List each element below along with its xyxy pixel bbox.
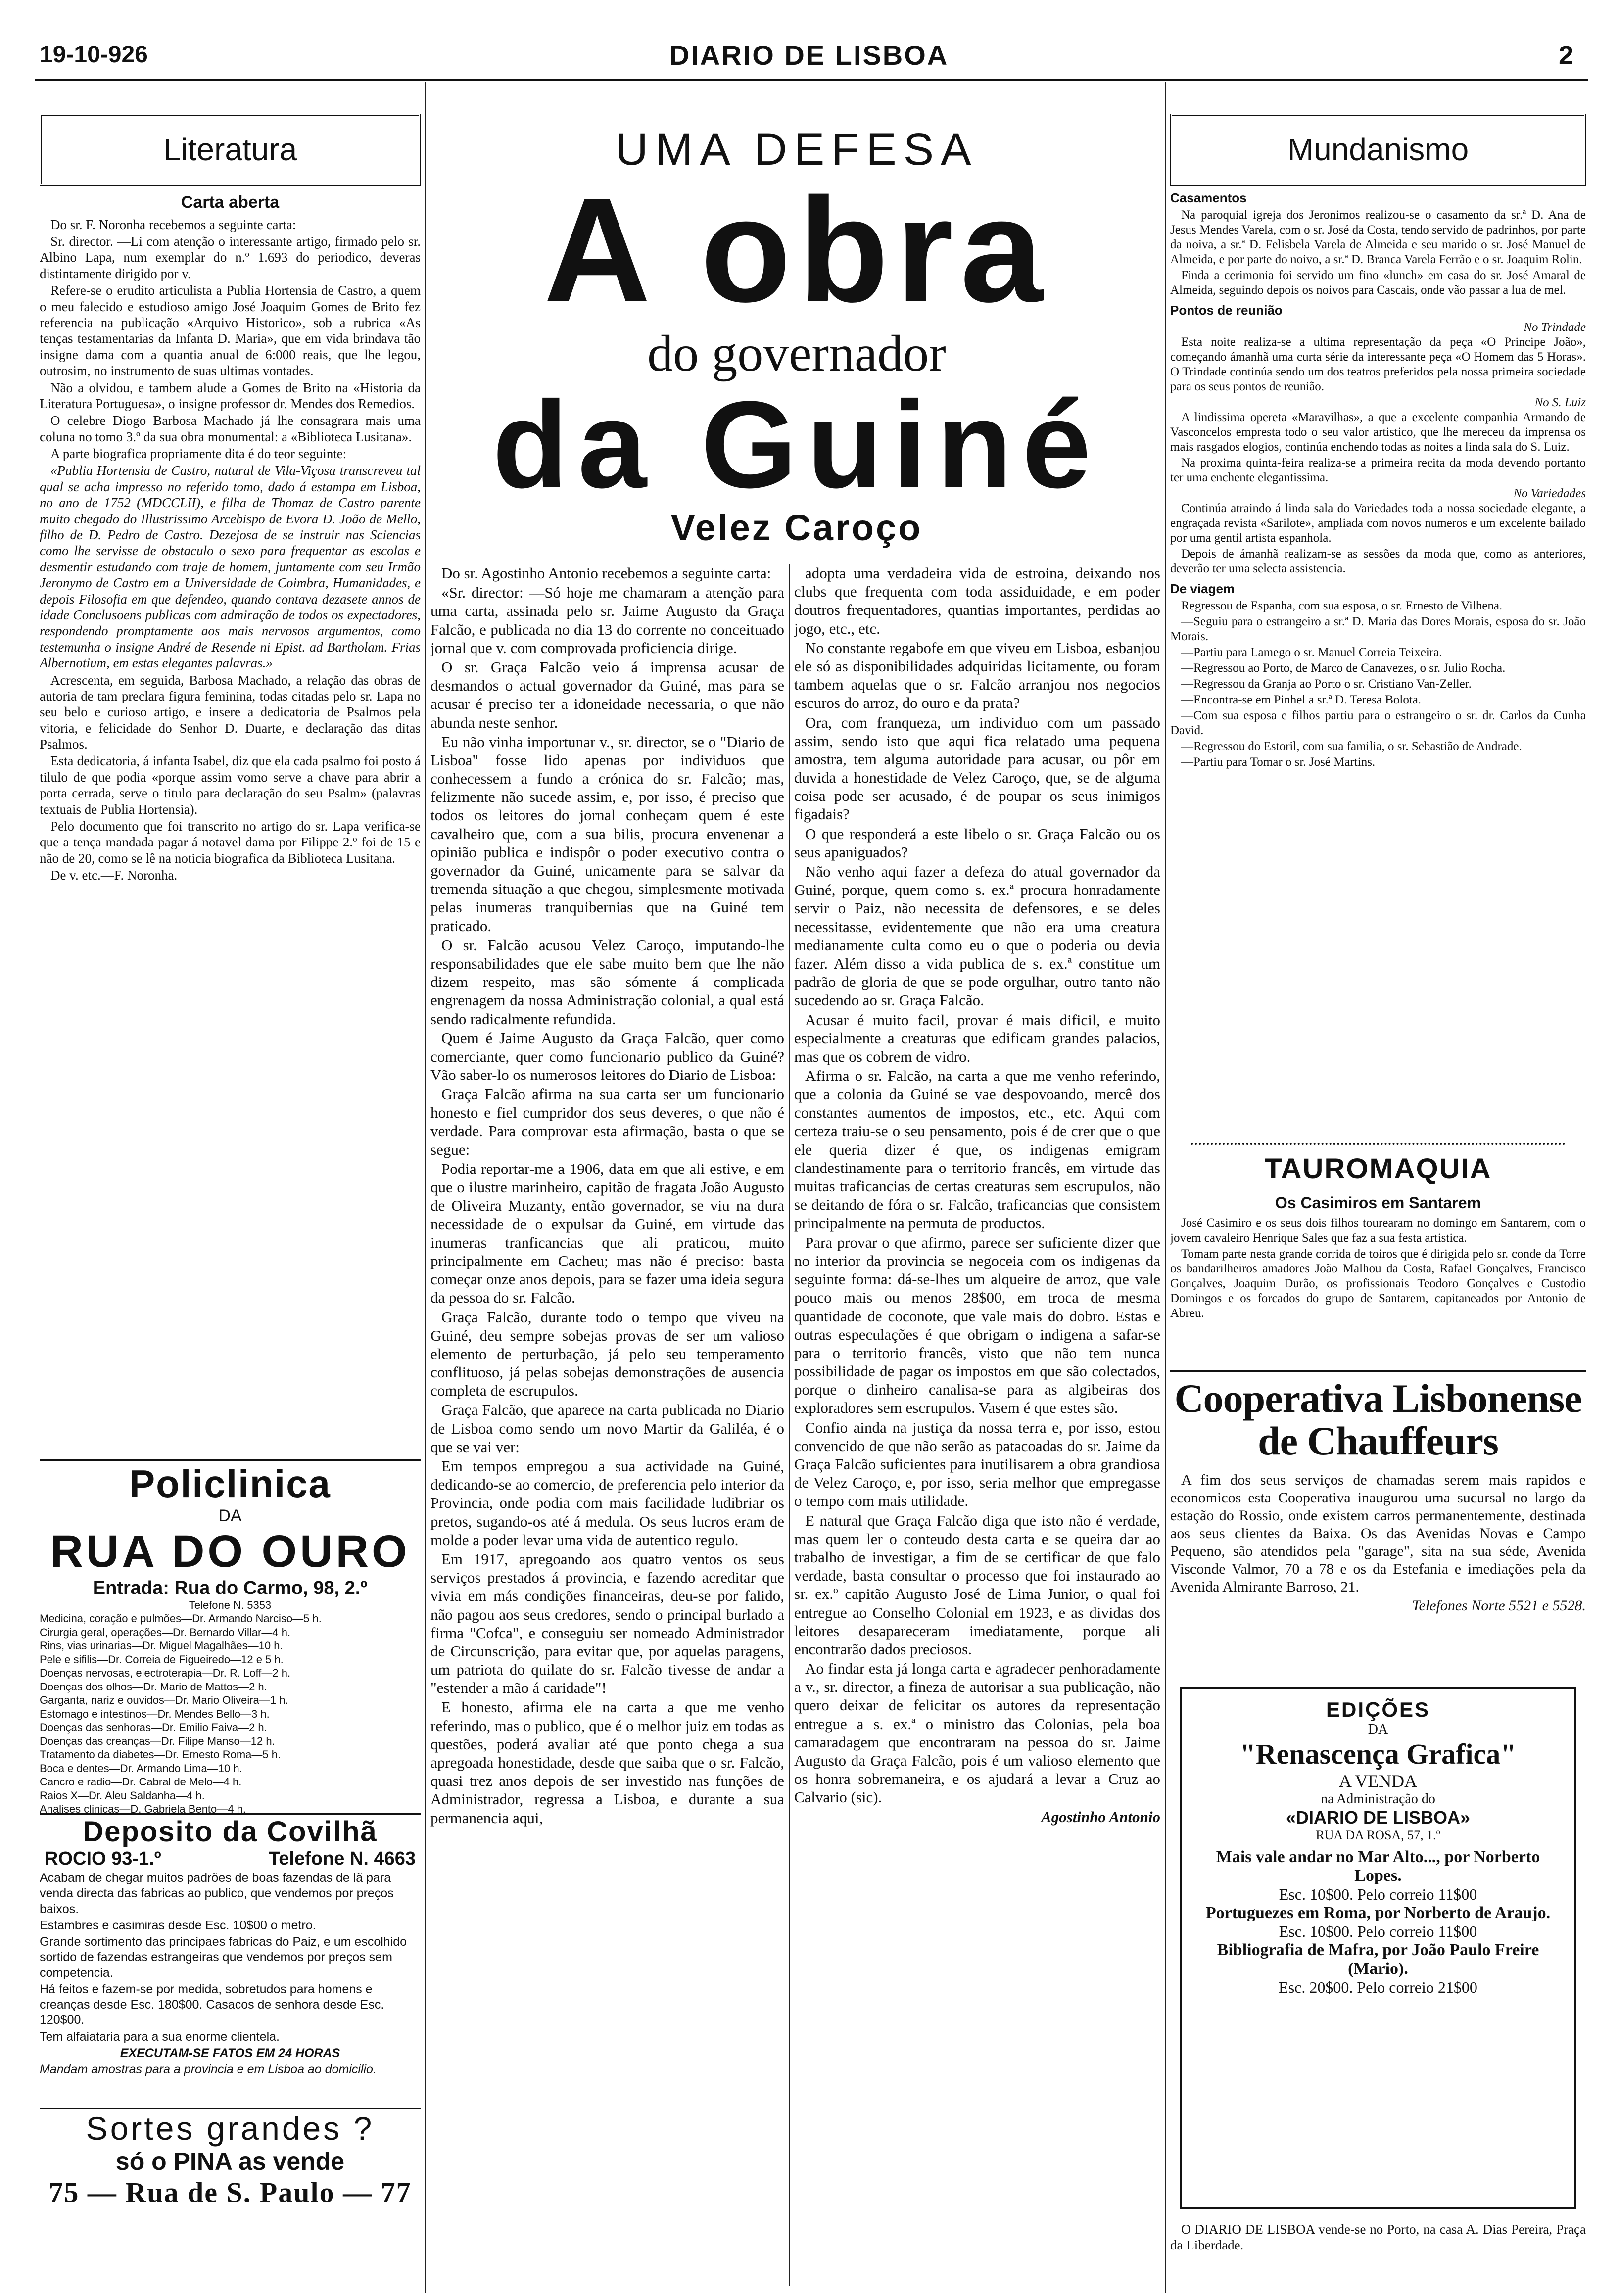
ad-text: EXECUTAM-SE FATOS EM 24 HORAS (120, 2046, 340, 2060)
signature-line: De v. etc.—F. Noronha. (50, 868, 178, 883)
main-headline (430, 124, 1163, 559)
ad-line: 75 — Rua de S. Paulo — 77 (48, 2176, 412, 2208)
ad-line: na Administração do (1321, 1791, 1435, 1807)
ad-service-list (40, 1612, 421, 1816)
ad-da: DA (218, 1506, 242, 1525)
book-price: Esc. 10$00. Pelo correio 11$00 (1279, 1885, 1477, 1903)
ad-service-line: Tratamento da diabetes—Dr. Ernesto Roma—5 h. (40, 1748, 281, 1761)
ad-address: Entrada: Rua do Carmo, 98, 2.º (93, 1578, 368, 1598)
paragraph: José Casimiro e os seus dois filhos tourearam no domingo em Santarem, com o jovem cavaleiro Henrique Sales que faz a sua festa artistica. (1170, 1216, 1586, 1245)
ad-cooperativa (1170, 1370, 1586, 1677)
ad-text: Estambres e casimiras desde Esc. 10$00 o metro. (40, 1918, 316, 1932)
ad-deposito-covilha (40, 1813, 421, 2100)
section-header-mundanismo: Mundanismo (1170, 114, 1586, 186)
ad-policlinica (40, 1459, 421, 1815)
ad-line: só o PINA as vende (115, 2148, 345, 2175)
subsection-title: De viagem (1170, 581, 1235, 597)
ad-text: A fim dos seus serviços de chamadas serem mais rapidos e economicos esta Cooperativa inaugurou uma sucursal no largo da estação do Rossio, onde existem carros permanentemente, destinada aos seus clientes da Baixa. Os das Avenidas Novas e Campo Pequeno, são atendidos pela "garage", sita na sua séde, Avenida Visconde Valmor, 70 a 78 e os da Estefania e imediações pela da Avenida Almirante Barroso, 21. (1170, 1472, 1586, 1595)
ad-service-line: Analises clinicas—D. Gabriela Bento—4 h. (40, 1803, 246, 1815)
main-article-column-1 (430, 564, 784, 2286)
venue-title: No Variedades (1513, 487, 1586, 501)
ad-phone: Telefone N. 5353 (189, 1599, 272, 1611)
venue-title: No S. Luiz (1534, 396, 1586, 410)
paragraph: Do sr. Agostinho Antonio recebemos a seguinte carta: (441, 564, 771, 582)
section-subtitle: Os Casimiros em Santarem (1275, 1193, 1481, 1212)
left-column-literatura (40, 114, 421, 1454)
main-article-column-2 (794, 564, 1160, 2286)
ad-name: Policlinica (129, 1462, 331, 1505)
paragraph: Na paroquial igreja dos Jeronimos realizou-se o casamento da sr.ª D. Ana de Jesus Mendes Varela, com o sr. José da Costa, tendo servido de padrinhos, por parte da noiva, a sr.ª D. Felisbela Varela de Almeida e seu marido o sr. José Manuel de Almeida, e por parte do noivo, a sr.ª D. Branca Varela Ferrão e o sr. Joaquim Rolin. (1170, 208, 1586, 266)
paragraph: O que responderá a este libelo o sr. Graça Falcão ou os seus apaniguados? (794, 825, 1160, 861)
subsection-title: Pontos de reunião (1170, 302, 1283, 318)
paragraph: Graça Falcão, que aparece na carta publicada no Diario de Lisboa como sendo um novo Martir da Galiléa, é o que se vai ver: (430, 1401, 784, 1455)
ad-edicoes-renascenca-grafica (1180, 1687, 1576, 2209)
ad-service-line: Doenças das senhoras—Dr. Emilio Faiva—2 h. (40, 1721, 267, 1734)
paragraph: —Com sua esposa e filhos partiu para o estrangeiro o sr. dr. Carlos da Cunha David. (1170, 709, 1586, 738)
right-column-mundanismo (1170, 114, 1586, 1133)
book-price: Esc. 20$00. Pelo correio 21$00 (1279, 1978, 1477, 1996)
section-title: TAUROMAQUIA (1264, 1153, 1492, 1185)
issue-date: 19-10-926 (40, 42, 148, 68)
section-header-literatura: Literatura (40, 114, 421, 186)
ad-service-line: Doenças nervosas, electroterapia—Dr. R. Loff—2 h. (40, 1667, 291, 1679)
paragraph: Em 1917, apregoando aos quatro ventos os seus serviços prestados á provincia, e fazendo acreditar que vivia em más condições financeiras, deu-se por falido, não pagou aos seus credores, sendo o principal burlado a firma "Cofca", e conseguiu ser nomeado Administrador de Circunscrição, para evitar que, por aquelas paragens, um patriota do quilate do sr. Falcão tivesse de andar a "estender a mão á caridade"! (430, 1550, 784, 1697)
paragraph: Não venho aqui fazer a defeza do atual governador da Guiné, porque, quem como s. ex.ª procura honradamente servir o Paiz, não necessita de defensores, e se deles necessitasse, evidentemente que não era uma creatura medianamente culta como eu o que o poderia ou devia fazer. Além disso a vida publica de s. ex.ª constitue um padrão de gloria de que se pode orgulhar, outro tanto não sucedendo ao sr. Graça Falcão. (794, 863, 1160, 1009)
paragraph: —Regressou do Estoril, com sua familia, o sr. Sebastião de Andrade. (1181, 740, 1522, 753)
ad-service-line: Estomago e intestinos—Dr. Mendes Bello—3 h. (40, 1707, 270, 1720)
ad-line: «DIARIO DE LISBOA» (1286, 1807, 1471, 1827)
paragraph: —Partiu para Lamego o sr. Manuel Correia Teixeira. (1181, 646, 1442, 659)
paragraph: —Regressou ao Porto, de Marco de Canavezes, o sr. Julio Rocha. (1181, 661, 1506, 675)
paragraph: Ao findar esta já longa carta e agradecer penhoradamente a v., sr. director, a fineza de autorisar a sua publicação, não quero deixar de felicitar os autores da representação entregue a s. ex.ª o ministro das Colonias, pela boa camaradagem que encontraram na pessoa do sr. Jaime Augusto da Graça Falcão, pois é um valioso elemento que os honra sobremaneira, e os ajudará a levar a Cruz ao Calvario (sic). (794, 1660, 1160, 1806)
subsection-title: Casamentos (1170, 190, 1247, 205)
porto-notice (1170, 2221, 1586, 2281)
paragraph: Acusar é muito facil, provar é mais dificil, e muito especialmente a creaturas que edificam grandes palacios, mas que os cobrem de vidro. (794, 1011, 1160, 1065)
paragraph: Eu não vinha importunar v., sr. director, se o "Diario de Lisboa" fosse lido apenas por individuos que conhecessem a fundo a crónica do sr. Falcão; mas, felizmente não sucede assim, e, por isso, é preciso que todos os leitores do jornal conheçam quem é este cavalheiro que, com a sua bilis, procura envenenar a opinião publica e indispôr o poder executivo contra o governador da Guiné, unicamente para se salvar da tremenda situação a que chegou, simplesmente motivada pelas inumeras tranquibernias que na Guiné tem praticado. (430, 733, 784, 935)
paragraph: Confio ainda na justiça da nossa terra e, por isso, estou convencido de que não serão as patacoadas do sr. Jaime da Graça Falcão suficientes para inutilisarem a obra grandiosa de Velez Caroço, e, por isso, seria melhor que empregasse o tempo com mais utilidade. (794, 1418, 1160, 1510)
paragraph: «Sr. director: —Só hoje me chamaram a atenção para uma carta, assinada pelo sr. Jaime Augusto da Graça Falcão, e publicada no dia 13 do corrente no conceituado jornal que v. com comprovada proficiencia dirige. (430, 584, 784, 656)
paragraph: —Regressou da Granja ao Porto o sr. Cristiano Van-Zeller. (1181, 677, 1472, 691)
kicker: UMA DEFESA (615, 124, 978, 175)
ad-service-line: Doenças dos olhos—Dr. Mario de Mattos—2 h. (40, 1680, 267, 1693)
paragraph: E honesto, afirma ele na carta a que me venho referindo, mas o publico, que é o melhor juiz em todas as questões, poderá avaliar até que ponto chega a sua apregoada honestidade, desde que saiba que o sr. Falcão, quasi trez anos depois de ser investido nas funções de Administrador, regressa a Lisboa, e durante a sua permanencia aqui, (430, 1698, 784, 1827)
quotation: «Publia Hortensia de Castro, natural de Vila-Viçosa transcreveu tal qual se acha impresso no referido tomo, dado á estampa em Lisboa, no ano de 1752 (MDCCLII), e filha de Thomaz de Castro parente muito chegado do Illustrissimo Arcebispo de Evora D. João de Mello, filho de D. Pedro de Castro. Dezejosa de se instruir nas Sciencias como lhe servisse de obstaculo o sexo para frequentar as escolas e desmentir estudando com traje de homem, juntamente com seu Irmão Jeronymo de Castro em a Universidade de Coimbra, Humanidades, e depois Filosofia em que defendeo, quando contava dezasete annos de idade Conclusoens publicas com admiração de todos os expectadores, respondendo promptamente aos mais nervosos argumentos, como testemunha o insigne André de Resende ni Epist. ad Bartholam. Frias Albernotium, em estas elegantes palavras.» (40, 463, 421, 671)
ad-text: Há feitos e fazem-se por medida, sobretudos para homens e creanças desde Esc. 180$00. Casacos de senhora desde Esc. 120$00. (40, 1982, 384, 2027)
ad-line: EDIÇÕES (1326, 1698, 1430, 1721)
column-divider (425, 82, 426, 2293)
paragraph: Tomam parte nesta grande corrida de toiros que é dirigida pelo sr. conde da Torre os bandarilheiros amadores João Malhou da Costa, Rafael Gonçalves, Francisco Gonçalves, Joaquim Durão, os profissionais Teodoro Gonçalves e Custodio Domingos e os forcados do grupo de Santarem, capitaneados por Antonio de Abreu. (1170, 1247, 1586, 1320)
ad-text: Grande sortimento das principaes fabricas do Paiz, e um escolhido sortido de fazendas estrangeiras que vendemos por preços sem competencia. (40, 1935, 407, 1980)
paragraph: Finda a cerimonia foi servido um fino «lunch» em casa do sr. José Amaral de Almeida, seguindo depois os noivos para Cascais, onde vão passar a lua de mel. (1170, 268, 1586, 297)
paragraph: Podia reportar-me a 1906, data em que ali estive, e em que o ilustre marinheiro, capitão de fragata João Augusto de Oliveira Muzanty, então governador, se viu na dura necessidade de o expulsar da Guiné, em virtude das inumeras tranficancias que ali praticou, muito principalmente em Cacheu; mas não é preciso: basta começar onze anos depois, para se fazer uma ideia segura da pessoa do sr. Falcão. (430, 1160, 784, 1307)
article-title: Carta aberta (181, 192, 280, 212)
ad-line: A VENDA (1338, 1771, 1418, 1791)
ad-address: ROCIO 93-1.º (45, 1848, 161, 1869)
paragraph: Regressou de Espanha, com sua esposa, o sr. Ernesto de Vilhena. (1181, 599, 1503, 613)
paragraph: O DIARIO DE LISBOA vende-se no Porto, na casa A. Dias Pereira, Praça da Liberdade. (1170, 2222, 1586, 2253)
book-price: Esc. 10$00. Pelo correio 11$00 (1279, 1922, 1477, 1940)
ad-title: "Renascença Grafica" (1239, 1738, 1517, 1770)
column-divider (1165, 82, 1166, 2293)
ad-title: Cooperativa Lisbonense (1174, 1376, 1582, 1421)
book-title: Mais vale andar no Mar Alto..., por Norberto Lopes. (1216, 1848, 1540, 1885)
book-title: Bibliografia de Mafra, por João Paulo Freire (Mario). (1217, 1941, 1539, 1978)
paragraph: —Encontra-se em Pinhel a sr.ª D. Teresa Bolota. (1181, 693, 1422, 707)
paragraph: O sr. Graça Falcão veio á imprensa acusar de desmandos o actual governador da Guiné, mas para se acusar é preciso ter a idoneidade necessaria, o que não abunda neste senhor. (430, 658, 784, 731)
paragraph: Em tempos empregou a sua actividade na Guiné, dedicando-se ao comercio, de preferencia pelo interior da Provincia, onde podia com mais facilidade ludibriar os pretos, sugando-os até á medula. Os seus lucros eram de molde a poder levar uma vida de autentico regulo. (430, 1457, 784, 1548)
headline-continued: da Guiné (492, 375, 1101, 514)
ad-sortes-pina (40, 2108, 421, 2286)
divider (1191, 1143, 1565, 1145)
paragraph: —Partiu para Tomar o sr. José Martins. (1181, 755, 1376, 769)
paragraph: adopta uma verdadeira vida de estroina, deixando nos clubs que frequenta com toda assiduidade, e em poder doutros frequentadores, quantias importantes, perdidas ao jogo, etc., etc. (794, 564, 1160, 637)
ad-service-line: Rins, vias urinarias—Dr. Miguel Magalhães—10 h. (40, 1640, 283, 1652)
ad-text: Mandam amostras para a provincia e em Lisboa ao domicilio. (40, 2062, 377, 2076)
article-signature: Agostinho Antonio (1041, 1808, 1160, 1826)
ad-text: Tem alfaiataria para a sua enorme clientela. (40, 2029, 280, 2044)
paragraph: Continúa atraindo á linda sala do Variedades toda a nossa sociedade elegante, a engraçada revista «Sarilote», ampliada com novos numeros e um excelente bailado por uma gentil artista espanhola. (1170, 502, 1586, 545)
venue-title: No Trindade (1524, 321, 1586, 334)
newspaper-title: DIARIO DE LISBOA (669, 40, 949, 71)
ad-service-line: Pele e sifilis—Dr. Correia de Figueiredo—12 e 5 h. (40, 1653, 284, 1666)
ad-name: Deposito da Covilhã (83, 1816, 378, 1848)
ad-service-line: Raios X—Dr. Aleu Saldanha—4 h. (40, 1789, 205, 1802)
paragraph: Refere-se o erudito articulista a Publia Hortensia de Castro, a quem o meu falecido e estudioso amigo José Joaquim Gomes de Brito fez referencia na publicação «Arquivo Historico», sob a rubrica «As tenças testamentarias da Infanta D. Maria», que em vida brindava tão insigne dama com a quantia anual de 6:000 reais, que lhe legou, outrosim, no instrumento de suas ultimas vontades. (40, 283, 421, 378)
masthead (30, 37, 1588, 77)
headline-middle: do governador (647, 325, 946, 382)
ad-line: RUA DA ROSA, 57, 1.º (1316, 1828, 1440, 1842)
ad-service-line: Cirurgia geral, operações—Dr. Bernardo Villar—4 h. (40, 1626, 291, 1639)
paragraph: Na proxima quinta-feira realiza-se a primeira recita da moda devendo portanto ter uma enchente elegantissima. (1170, 456, 1586, 485)
paragraph: O sr. Falcão acusou Velez Caroço, imputando-lhe responsabilidades que ele sabe muito bem que lhe não dizem respeito, mas são sómente á complicada engrenagem da nossa Administração colonial, a qual está sendo radicalmente refundida. (430, 936, 784, 1028)
paragraph: Não a olvidou, e tambem alude a Gomes de Brito na «Historia da Literatura Portuguesa», o insigne professor dr. Mendes dos Remedios. (40, 380, 421, 411)
column-divider (789, 564, 790, 2286)
book-title: Portuguezes em Roma, por Norberto de Araujo. (1205, 1904, 1551, 1922)
ad-street: RUA DO OURO (50, 1526, 410, 1577)
ad-service-line: Medicina, coração e pulmões—Dr. Armando Narciso—5 h. (40, 1612, 322, 1625)
paragraph: Para provar o que afirmo, parece ser suficiente dizer que no interior da provincia se negoceia com os indigenas da seguinte forma: dá-se-lhes um alqueire de arroz, que vale pouco mais ou menos 28$00, em troca de mesma quantidade de coconote, que vale mais do dobro. Estas e outras especulações é que obrigam o indigena a safar-se para o territorio francês, visto que não tem nunca possibilidade de pagar os impostos em que são colectados, porque o dinheiro canalisa-se para as algibeiras dos exploradores sem escrupulos. Vasem é que estes são. (794, 1233, 1160, 1417)
paragraph: Quem é Jaime Augusto da Graça Falcão, quer como comerciante, quer como funcionario publico da Guiné? Vão saber-lo os numerosos leitores do Diario de Lisboa: (430, 1029, 784, 1084)
paragraph: A parte biografica propriamente dita é do teor seguinte: (50, 446, 347, 462)
paragraph: Esta noite realiza-se a ultima representação da peça «O Principe João», começando ámanhã uma curta série da interessante peça «O Homem das 5 Horas». O Trindade continúa sendo um dos teatros preferidos pela nossa primeira sociedade para os seus pontos de reunião. (1170, 335, 1586, 394)
ad-phones: Telefones Norte 5521 e 5528. (1412, 1597, 1586, 1614)
ad-phone: Telefone N. 4663 (268, 1848, 416, 1869)
paragraph: —Seguiu para o estrangeiro a sr.ª D. Maria das Dores Morais, esposa do sr. João Morais. (1170, 615, 1586, 644)
paragraph: Pelo documento que foi transcrito no artigo do sr. Lapa verifica-se que a tença mandada pagar á notavel dama por Filippe 2.º foi de 15 e não de 20, como se lê na noticia biografica da Biblioteca Lusitana. (40, 819, 421, 866)
ad-service-line: Boca e dentes—Dr. Armando Lima—10 h. (40, 1762, 242, 1775)
tauromaquia-section (1170, 1138, 1586, 1365)
ad-service-line: Garganta, nariz e ouvidos—Dr. Mario Oliveira—1 h. (40, 1694, 288, 1706)
paragraph: A lindissima opereta «Maravilhas», a que a excelente companhia Armando de Vasconcelos empresta todo o seu valor artistico, que lhe mereceu da imprensa os mais rasgados elogios, continúa enchendo todas as noites a linda sala do S. Luiz. (1170, 411, 1586, 454)
ad-text: Acabam de chegar muitos padrões de boas fazendas de lã para venda directa das fabricas ao publico, que vendemos por preços baixos. (40, 1871, 394, 1916)
paragraph: Graça Falcão, durante todo o tempo que viveu na Guiné, deu sempre sobejas provas de ser um valioso elemento de perturbação, já pelo seu temperamento conflituoso, já pelas sobejas demonstrações de ausencia completa de escrupulos. (430, 1308, 784, 1400)
paragraph: Do sr. F. Noronha recebemos a seguinte carta: (50, 217, 296, 232)
paragraph: No constante regabofe em que viveu em Lisboa, esbanjou ele só as disponibilidades adquiridas licitamente, ou foram tambem aquelas que o sr. Falcão arranjou nos negocios escuros do arroz, do ouro e da prata? (794, 639, 1160, 712)
headline: A obra (543, 167, 1050, 333)
ad-service-line: Doenças das creanças—Dr. Filipe Manso—12 h. (40, 1734, 275, 1747)
paragraph: Depois de ámanhã realizam-se as sessões da moda que, como as anteriores, deverão ter uma selecta assistencia. (1170, 547, 1586, 576)
paragraph: Graça Falcão afirma na sua carta ser um funcionario honesto e fiel cumpridor dos seus deveres, o que não é verdade. Para comprovar esta afirmação, basta o que se segue: (430, 1085, 784, 1158)
page-number: 2 (1558, 41, 1573, 70)
ad-line: Sortes grandes ? (86, 2110, 375, 2147)
paragraph: E natural que Graça Falcão diga que isto não é verdade, mas quem ler o conteudo desta carta e se queira dar ao trabalho de investigar, a fim de se certificar de que falo verdade, basta consultar o processo que foi instaurado ao sr. ex.º capitão Augusto José de Lima Junior, o qual foi entregue ao Conselho Colonial em 1923, e as dividas dos leitores desapareceram imediatamente, porque ali encontrarão dados preciosos. (794, 1511, 1160, 1658)
paragraph: Esta dedicatoria, á infanta Isabel, diz que ela cada psalmo foi posto á tilulo de que podia «porque assim vomo serve a chave para abrir a porta cerrada, serve o titulo para declaração do seu Psalm» (palavras textuais de Publia Hortensia). (40, 753, 421, 817)
ad-service-line: Cancro e radio—Dr. Cabral de Melo—4 h. (40, 1776, 242, 1788)
byline: Velez Caroço (670, 507, 923, 548)
paragraph: Acrescenta, em seguida, Barbosa Machado, a relação das obras de autoria de tam preclara figura feminina, todas citadas pelo sr. Lapa no seu belo e curioso artigo, e insere a dedicatoria de Psalmos pela vitoria, e felicidade do Senhor D. Duarte, e declaração das ditas Psalmos. (40, 672, 421, 752)
paragraph: O celebre Diogo Barbosa Machado já lhe consagrara mais uma coluna no tomo 3.º da sua obra monumental: a «Biblioteca Lusitana». (40, 413, 421, 444)
paragraph: Afirma o sr. Falcão, na carta a que me venho referindo, que a colonia da Guiné se vae despovoando, mercê dos constantes aumentos de impostos, etc., etc. Aqui com certeza traiu-se o seu pensamento, pois é de crer que o que ele queria dizer é que, os indigenas emigram clandestinamente para o territorio francês, em virtude das muitas traficancias de certas creaturas sem escrupulos, não se deitando de fóra o sr. Falcão, traficancias que consistem principalmente na permuta de productos. (794, 1067, 1160, 1232)
paragraph: Sr. director. —Li com atenção o interessante artigo, firmado pelo sr. Albino Lapa, num exemplar do n.º 1.693 do periodico, deveras distintamente dirigido por v. (40, 234, 421, 281)
ad-line: DA (1368, 1722, 1388, 1737)
paragraph: Ora, com franqueza, um individuo com um passado assim, sendo isto que aqui fica relatado uma pequena amostra, tem alguma autoridade para acusar, ou pôr em duvida a honestidade de Velez Caroço, que, se de alguma coisa pode ser acusado, é de poupar os seus inimigos figadais? (794, 713, 1160, 823)
ad-title: de Chauffeurs (1258, 1418, 1498, 1464)
masthead-rule (35, 79, 1588, 81)
